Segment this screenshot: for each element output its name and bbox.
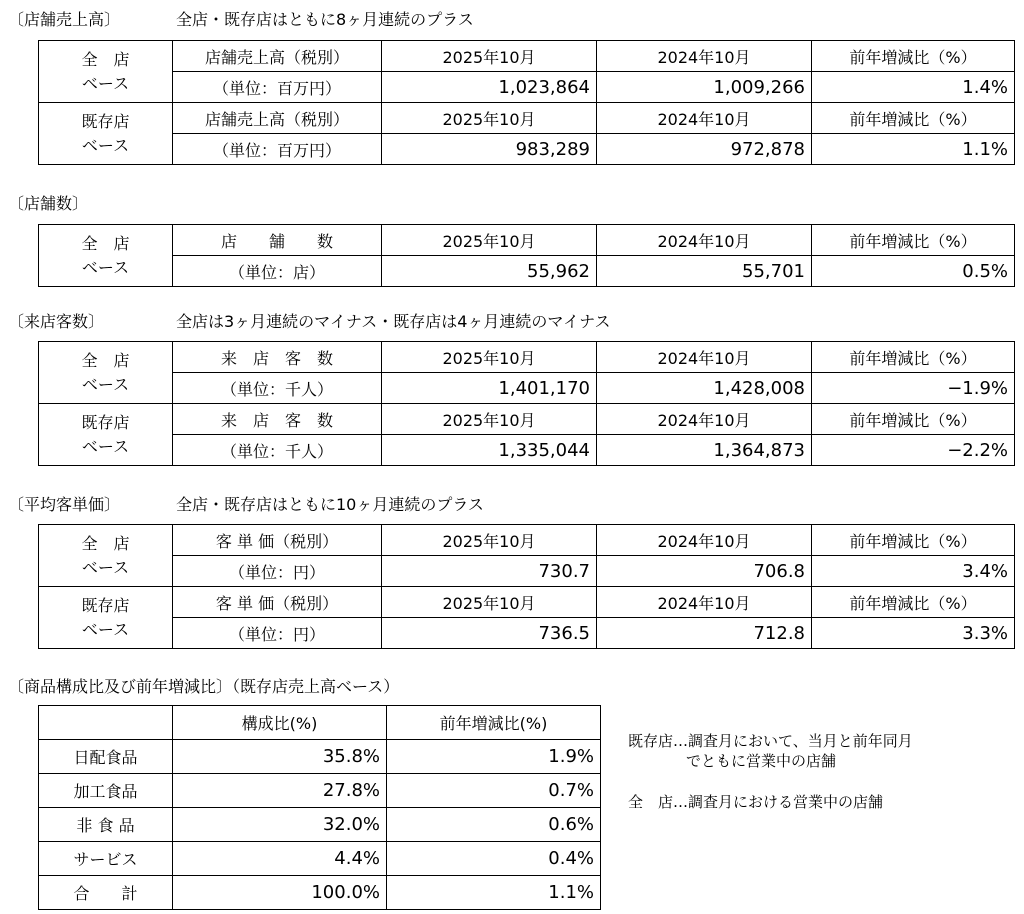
column-header: 2025年10月 (382, 404, 597, 435)
column-header: 前年増減比（%） (812, 342, 1015, 373)
pct-cell: −2.2% (812, 435, 1015, 466)
column-header: 2024年10月 (597, 404, 812, 435)
value-cell: 730.7 (382, 556, 597, 587)
pct-cell: 1.4% (812, 72, 1015, 103)
column-header: 2024年10月 (597, 342, 812, 373)
group-label: 既存店 ベース (39, 103, 173, 165)
column-header: 2024年10月 (597, 587, 812, 618)
group-label: 全 店 ベース (39, 342, 173, 404)
column-header: 2025年10月 (382, 103, 597, 134)
ratio-cell: 35.8% (173, 740, 387, 774)
category-label: 加工食品 (39, 774, 173, 808)
table-row (39, 740, 601, 774)
table-row (39, 373, 1015, 404)
table-row (39, 774, 601, 808)
category-label: 非 食 品 (39, 808, 173, 842)
section-title-mix: 〔商品構成比及び前年増減比〕（既存店売上高ベース） (8, 677, 400, 696)
ratio-cell: 27.8% (173, 774, 387, 808)
table-row (39, 256, 1015, 287)
note-all-stores: 全 店…調査月における営業中の店舗 (628, 793, 884, 811)
column-header: 前年増減比（%） (812, 525, 1015, 556)
stores-table (38, 224, 1015, 287)
pct-cell: 3.3% (812, 618, 1015, 649)
table-row (39, 404, 1015, 435)
column-header: 前年増減比(%) (387, 706, 601, 740)
section-title-sales: 〔店舗売上高〕 (8, 10, 121, 29)
value-cell: 736.5 (382, 618, 597, 649)
pct-cell: 1.1% (812, 134, 1015, 165)
unit-label: （単位：円） (173, 556, 382, 587)
metric-label: 客 単 価（税別） (173, 525, 382, 556)
unit-label: （単位：千人） (173, 373, 382, 404)
unit-label: （単位：百万円） (173, 72, 382, 103)
column-header: 前年増減比（%） (812, 587, 1015, 618)
group-label: 全 店 ベース (39, 525, 173, 587)
table-row (39, 225, 1015, 256)
value-cell: 1,023,864 (382, 72, 597, 103)
price-table (38, 524, 1015, 649)
column-header: 前年増減比（%） (812, 404, 1015, 435)
ratio-cell: 32.0% (173, 808, 387, 842)
pct-cell: 0.5% (812, 256, 1015, 287)
table-row (39, 435, 1015, 466)
table-row (39, 706, 601, 740)
value-cell: 1,428,008 (597, 373, 812, 404)
column-header: 2025年10月 (382, 41, 597, 72)
section-title-price: 〔平均客単価〕 (8, 495, 121, 514)
yoy-cell: 0.6% (387, 808, 601, 842)
value-cell: 1,364,873 (597, 435, 812, 466)
table-row (39, 525, 1015, 556)
column-header: 2025年10月 (382, 225, 597, 256)
sales-table (38, 40, 1015, 165)
value-cell: 712.8 (597, 618, 812, 649)
value-cell: 55,962 (382, 256, 597, 287)
yoy-cell: 1.9% (387, 740, 601, 774)
metric-label: 店舗売上高（税別） (173, 41, 382, 72)
group-label: 既存店 ベース (39, 404, 173, 466)
table-row (39, 618, 1015, 649)
visitors-table (38, 341, 1015, 466)
column-header: 2025年10月 (382, 342, 597, 373)
group-label: 全 店 ベース (39, 225, 173, 287)
section-subtitle-price: 全店・既存店はともに10ヶ月連続のプラス (176, 495, 484, 514)
table-row (39, 72, 1015, 103)
column-header: 2025年10月 (382, 587, 597, 618)
section-subtitle-visitors: 全店は3ヶ月連続のマイナス・既存店は4ヶ月連続のマイナス (176, 312, 611, 331)
column-header: 2024年10月 (597, 103, 812, 134)
metric-label: 店 舗 数 (173, 225, 382, 256)
value-cell: 706.8 (597, 556, 812, 587)
table-row (39, 342, 1015, 373)
metric-label: 店舗売上高（税別） (173, 103, 382, 134)
category-label: サービス (39, 842, 173, 876)
table-row (39, 556, 1015, 587)
column-header: 2024年10月 (597, 525, 812, 556)
table-row (39, 41, 1015, 72)
metric-label: 客 単 価（税別） (173, 587, 382, 618)
table-row (39, 587, 1015, 618)
value-cell: 55,701 (597, 256, 812, 287)
column-header: 2025年10月 (382, 525, 597, 556)
metric-label: 来 店 客 数 (173, 404, 382, 435)
value-cell: 983,289 (382, 134, 597, 165)
unit-label: （単位：千人） (173, 435, 382, 466)
yoy-cell: 1.1% (387, 876, 601, 910)
table-row (39, 134, 1015, 165)
total-label: 合 計 (39, 876, 173, 910)
unit-label: （単位：店） (173, 256, 382, 287)
table-row (39, 842, 601, 876)
pct-cell: −1.9% (812, 373, 1015, 404)
table-row (39, 876, 601, 910)
group-label: 既存店 ベース (39, 587, 173, 649)
value-cell: 1,009,266 (597, 72, 812, 103)
table-row (39, 808, 601, 842)
note-existing-line1: 既存店…調査月において、当月と前年同月 (628, 732, 913, 750)
table-row (39, 103, 1015, 134)
metric-label: 来 店 客 数 (173, 342, 382, 373)
column-header: 2024年10月 (597, 225, 812, 256)
value-cell: 1,401,170 (382, 373, 597, 404)
ratio-cell: 4.4% (173, 842, 387, 876)
corner-cell (39, 706, 173, 740)
column-header: 前年増減比（%） (812, 103, 1015, 134)
section-subtitle-sales: 全店・既存店はともに8ヶ月連続のプラス (176, 10, 474, 29)
ratio-cell: 100.0% (173, 876, 387, 910)
note-existing-line2: でともに営業中の店舗 (686, 752, 837, 770)
yoy-cell: 0.7% (387, 774, 601, 808)
column-header: 構成比(%) (173, 706, 387, 740)
unit-label: （単位：百万円） (173, 134, 382, 165)
column-header: 2024年10月 (597, 41, 812, 72)
value-cell: 1,335,044 (382, 435, 597, 466)
column-header: 前年増減比（%） (812, 225, 1015, 256)
mix-table (38, 705, 601, 910)
pct-cell: 3.4% (812, 556, 1015, 587)
unit-label: （単位：円） (173, 618, 382, 649)
yoy-cell: 0.4% (387, 842, 601, 876)
value-cell: 972,878 (597, 134, 812, 165)
group-label: 全 店 ベース (39, 41, 173, 103)
column-header: 前年増減比（%） (812, 41, 1015, 72)
section-title-visitors: 〔来店客数〕 (8, 312, 105, 331)
section-title-stores: 〔店舗数〕 (8, 194, 89, 213)
category-label: 日配食品 (39, 740, 173, 774)
